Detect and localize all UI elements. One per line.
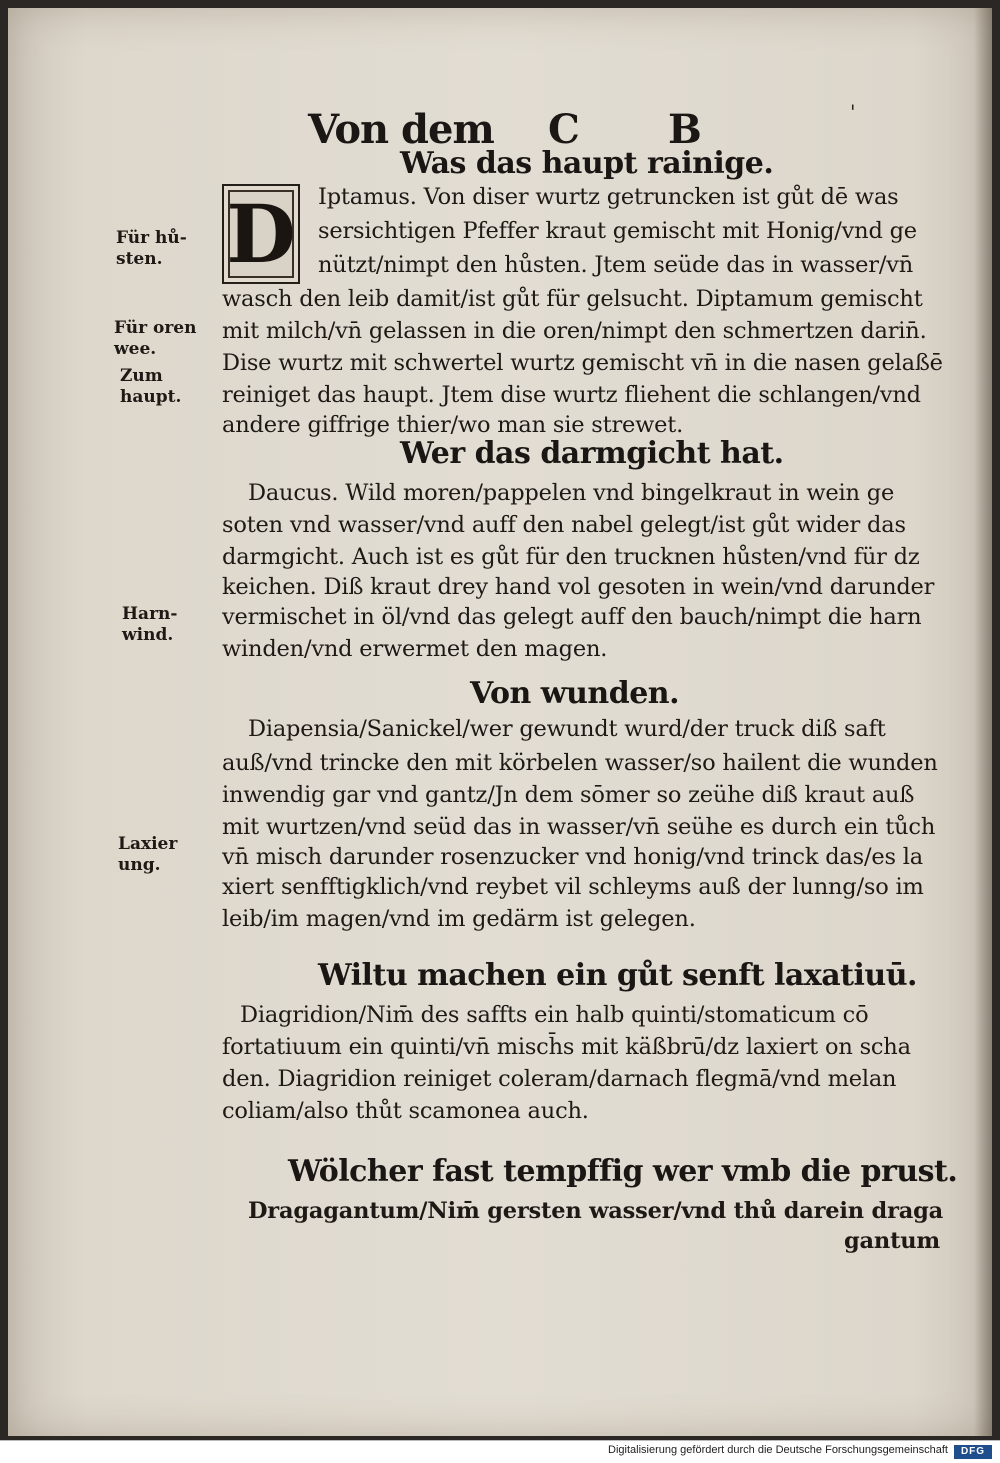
dfg-logo: DFG	[954, 1445, 992, 1459]
text-line: leib/im magen/vnd im gedärm ist gelegen.	[222, 906, 696, 932]
text-line: Diagridion/Nim̄ des saffts ein halb quinti/stomaticum cō	[240, 1002, 869, 1028]
text-line: soten vnd wasser/vnd auff den nabel gelegt/ist gůt wider das	[222, 512, 906, 538]
text-line: xiert senfftigklich/vnd reybet vil schleyms auß der lunng/so im	[222, 874, 924, 900]
text-line: mit wurtzen/vnd seüd das in wasser/vn̄ seühe es durch ein tůch	[222, 814, 936, 840]
text-line: gantum	[844, 1228, 941, 1254]
marginal-note: Harn- wind.	[122, 604, 178, 645]
text-line: sersichtigen Pfeffer kraut gemischt mit Honig/vnd ge	[318, 218, 917, 244]
text-line: coliam/also thůt scamonea auch.	[222, 1098, 589, 1124]
page-gutter	[974, 8, 992, 1436]
ink-mark: '	[850, 100, 856, 124]
text-line: den. Diagridion reiniget coleram/darnach flegmā/vnd melan	[222, 1066, 897, 1092]
section-heading: Was das haupt rainige.	[400, 146, 774, 181]
marginal-note: Für oren wee.	[114, 318, 197, 359]
text-line: Iptamus. Von diser wurtz getruncken ist gůt dē was	[318, 184, 899, 210]
footer-bar	[0, 1440, 1000, 1463]
funding-credit: Digitalisierung gefördert durch die Deutsche Forschungsgemeinschaft	[608, 1444, 948, 1456]
text-line: mit milch/vn̄ gelassen in die oren/nimpt den schmertzen darin̄.	[222, 318, 927, 344]
text-line: Dragagantum/Nim̄ gersten wasser/vnd thů darein draga	[248, 1198, 944, 1224]
section-heading: Wer das darmgicht hat.	[400, 436, 784, 471]
text-line: keichen. Diß kraut drey hand vol gesoten in wein/vnd darunder	[222, 574, 935, 600]
section-heading: Wiltu machen ein gůt senft laxatiuū.	[318, 958, 917, 993]
text-line: auß/vnd trincke den mit körbelen wasser/so hailent die wunden	[222, 750, 938, 776]
book-page	[8, 8, 992, 1436]
text-line: vermischet in öl/vnd das gelegt auff den bauch/nimpt die harn	[222, 604, 922, 630]
text-line: Daucus. Wild moren/pappelen vnd bingelkraut in wein ge	[248, 480, 895, 506]
marginal-note: Laxier ung.	[118, 834, 178, 875]
marginal-note: Für hů- sten.	[116, 228, 187, 269]
text-line: reiniget das haupt. Jtem dise wurtz fliehent die schlangen/vnd	[222, 382, 921, 408]
text-line: vn̄ misch darunder rosenzucker vnd honig/vnd trinck das/es la	[222, 844, 923, 870]
text-line: Diapensia/Sanickel/wer gewundt wurd/der truck diß saft	[248, 716, 886, 742]
text-line: darmgicht. Auch ist es gůt für den trucknen hůsten/vnd für dz	[222, 544, 920, 570]
text-line: winden/vnd erwermet den magen.	[222, 636, 608, 662]
running-head-title: Von dem	[308, 106, 494, 153]
text-line: fortatiuum ein quinti/vn̄ misch̄s mit käßbrū/dz laxiert on scha	[222, 1034, 911, 1060]
marginal-note: Zum haupt.	[120, 366, 182, 407]
text-line: nützt/nimpt den hůsten. Jtem seüde das in wasser/vn̄	[318, 252, 914, 278]
signature-mark-2: B	[668, 106, 701, 153]
text-line: inwendig gar vnd gantz/Jn dem sōmer so zeühe diß kraut auß	[222, 782, 915, 808]
text-line: wasch den leib damit/ist gůt für gelsucht. Diptamum gemischt	[222, 286, 923, 312]
section-heading: Von wunden.	[470, 676, 680, 711]
section-heading: Wölcher fast tempffig wer vmb die prust.	[288, 1154, 958, 1189]
text-line: Dise wurtz mit schwertel wurtz gemischt vn̄ in die nasen gelaßē	[222, 350, 943, 376]
signature-mark: C	[548, 106, 579, 153]
decorated-initial: D	[222, 184, 300, 284]
text-line: andere giffrige thier/wo man sie strewet.	[222, 412, 684, 438]
